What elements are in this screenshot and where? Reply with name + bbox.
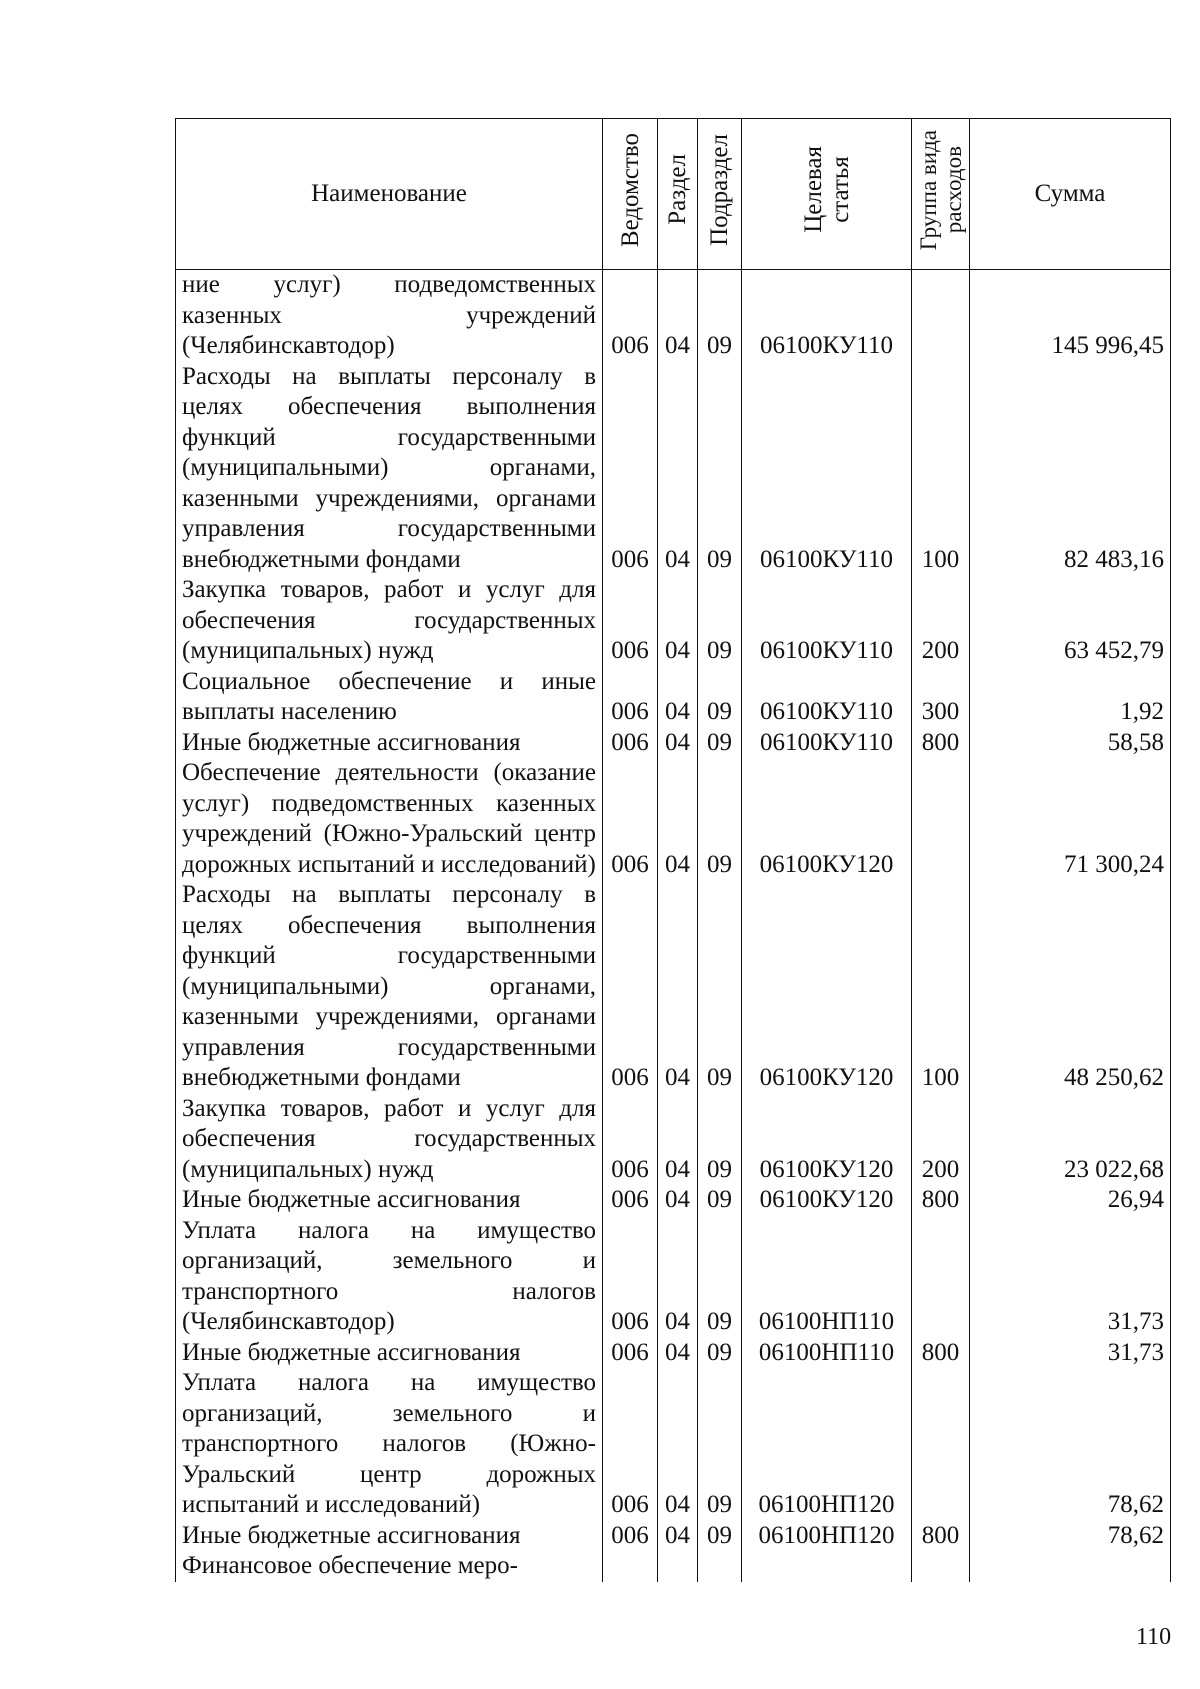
cell-section: 04 [658,1368,698,1521]
budget-table [175,118,1171,1582]
table-row [176,1185,1171,1216]
cell-department: 006 [603,758,658,880]
cell-name: ние услуг) подведомственных казенных учреждений (Челябинскавтодор) [176,270,603,362]
cell-sum: 1,92 [970,667,1171,728]
cell-name: Иные бюджетные ассигнования [176,1521,603,1552]
table-row [176,1216,1171,1338]
cell-sum [970,1551,1171,1582]
cell-target-article: 06100НП110 [742,1216,912,1338]
cell-name: Закупка товаров, работ и услуг для обеспечения государственных (муниципальных) нужд [176,575,603,667]
cell-name: Закупка товаров, работ и услуг для обеспечения государственных (муниципальных) нужд [176,1094,603,1186]
header-subsection: Подраздел [698,119,742,270]
cell-target-article: 06100КУ120 [742,880,912,1094]
cell-name: Социальное обеспечение и иные выплаты населению [176,667,603,728]
cell-section: 04 [658,1094,698,1186]
table-header-row [176,119,1171,270]
cell-expense-group [912,1551,970,1582]
cell-sum: 78,62 [970,1521,1171,1552]
cell-section: 04 [658,667,698,728]
header-section: Раздел [658,119,698,270]
cell-sum: 31,73 [970,1338,1171,1369]
cell-expense-group [912,758,970,880]
cell-department: 006 [603,728,658,759]
cell-subsection: 09 [698,880,742,1094]
cell-section: 04 [658,1185,698,1216]
cell-section: 04 [658,1216,698,1338]
cell-section: 04 [658,575,698,667]
cell-name: Расходы на выплаты персоналу в целях обеспечения выполнения функций государственными (муниципальными) органами, казенными учреждениями, органами управления государственными внебюджетными фондами [176,362,603,576]
cell-department: 006 [603,1338,658,1369]
cell-subsection: 09 [698,758,742,880]
table-row [176,880,1171,1094]
cell-expense-group: 800 [912,728,970,759]
cell-expense-group: 200 [912,1094,970,1186]
cell-subsection: 09 [698,728,742,759]
cell-section: 04 [658,270,698,362]
table-row [176,1094,1171,1186]
cell-section: 04 [658,1338,698,1369]
cell-expense-group: 800 [912,1185,970,1216]
cell-name: Иные бюджетные ассигнования [176,728,603,759]
cell-name: Иные бюджетные ассигнования [176,1185,603,1216]
cell-subsection: 09 [698,1338,742,1369]
cell-department: 006 [603,575,658,667]
table-body [176,270,1171,1582]
cell-target-article: 06100КУ110 [742,270,912,362]
cell-expense-group: 100 [912,362,970,576]
cell-target-article: 06100НП120 [742,1521,912,1552]
cell-name: Финансовое обеспечение меро- [176,1551,603,1582]
cell-target-article: 06100КУ120 [742,1094,912,1186]
table-row [176,1521,1171,1552]
cell-sum: 63 452,79 [970,575,1171,667]
cell-target-article: 06100КУ110 [742,575,912,667]
table-row [176,728,1171,759]
cell-department: 006 [603,880,658,1094]
header-target-article: Целевая статья [742,119,912,270]
cell-sum: 48 250,62 [970,880,1171,1094]
cell-subsection: 09 [698,1368,742,1521]
cell-section [658,1551,698,1582]
cell-sum: 82 483,16 [970,362,1171,576]
table-row [176,362,1171,576]
cell-department: 006 [603,1368,658,1521]
cell-name: Обеспечение деятельности (оказание услуг) подведомственных казенных учреждений (Южно-Уральский центр дорожных испытаний и исследований) [176,758,603,880]
cell-expense-group: 800 [912,1338,970,1369]
cell-name: Уплата налога на имущество организаций, земельного и транспортного налогов (Южно-Уральский центр дорожных испытаний и исследований) [176,1368,603,1521]
page-number: 110 [1136,1624,1172,1650]
cell-target-article: 06100КУ120 [742,1185,912,1216]
cell-target-article: 06100КУ120 [742,758,912,880]
header-name: Наименование [176,119,603,270]
cell-section: 04 [658,880,698,1094]
cell-subsection [698,1551,742,1582]
cell-subsection: 09 [698,270,742,362]
cell-subsection: 09 [698,575,742,667]
cell-expense-group [912,270,970,362]
cell-expense-group: 300 [912,667,970,728]
table-row [176,270,1171,362]
cell-sum: 71 300,24 [970,758,1171,880]
cell-sum: 58,58 [970,728,1171,759]
cell-expense-group: 100 [912,880,970,1094]
cell-name: Расходы на выплаты персоналу в целях обеспечения выполнения функций государственными (муниципальными) органами, казенными учреждениями, органами управления государственными внебюджетными фондами [176,880,603,1094]
cell-expense-group [912,1216,970,1338]
cell-sum: 23 022,68 [970,1094,1171,1186]
cell-sum: 78,62 [970,1368,1171,1521]
cell-department: 006 [603,1094,658,1186]
table-row [176,1368,1171,1521]
cell-department [603,1551,658,1582]
cell-subsection: 09 [698,1216,742,1338]
cell-subsection: 09 [698,1185,742,1216]
cell-expense-group: 200 [912,575,970,667]
cell-department: 006 [603,362,658,576]
cell-subsection: 09 [698,667,742,728]
cell-department: 006 [603,1185,658,1216]
cell-sum: 26,94 [970,1185,1171,1216]
cell-target-article: 06100НП110 [742,1338,912,1369]
cell-name: Уплата налога на имущество организаций, земельного и транспортного налогов (Челябинскавтодор) [176,1216,603,1338]
cell-section: 04 [658,758,698,880]
table-row [176,575,1171,667]
table-row [176,1338,1171,1369]
cell-expense-group [912,1368,970,1521]
header-expense-group: Группа вида расходов [912,119,970,270]
cell-target-article: 06100КУ110 [742,728,912,759]
cell-expense-group: 800 [912,1521,970,1552]
cell-sum: 145 996,45 [970,270,1171,362]
cell-section: 04 [658,1521,698,1552]
table-row [176,758,1171,880]
cell-target-article: 06100КУ110 [742,362,912,576]
cell-section: 04 [658,362,698,576]
budget-table-wrapper [175,118,1170,1582]
cell-target-article: 06100КУ110 [742,667,912,728]
header-sum: Сумма [970,119,1171,270]
cell-subsection: 09 [698,362,742,576]
header-department: Ведомство [603,119,658,270]
cell-department: 006 [603,667,658,728]
cell-section: 04 [658,728,698,759]
cell-target-article [742,1551,912,1582]
cell-subsection: 09 [698,1521,742,1552]
cell-sum: 31,73 [970,1216,1171,1338]
table-row [176,667,1171,728]
cell-target-article: 06100НП120 [742,1368,912,1521]
cell-department: 006 [603,270,658,362]
cell-name: Иные бюджетные ассигнования [176,1338,603,1369]
cell-department: 006 [603,1521,658,1552]
cell-subsection: 09 [698,1094,742,1186]
table-row [176,1551,1171,1582]
cell-department: 006 [603,1216,658,1338]
